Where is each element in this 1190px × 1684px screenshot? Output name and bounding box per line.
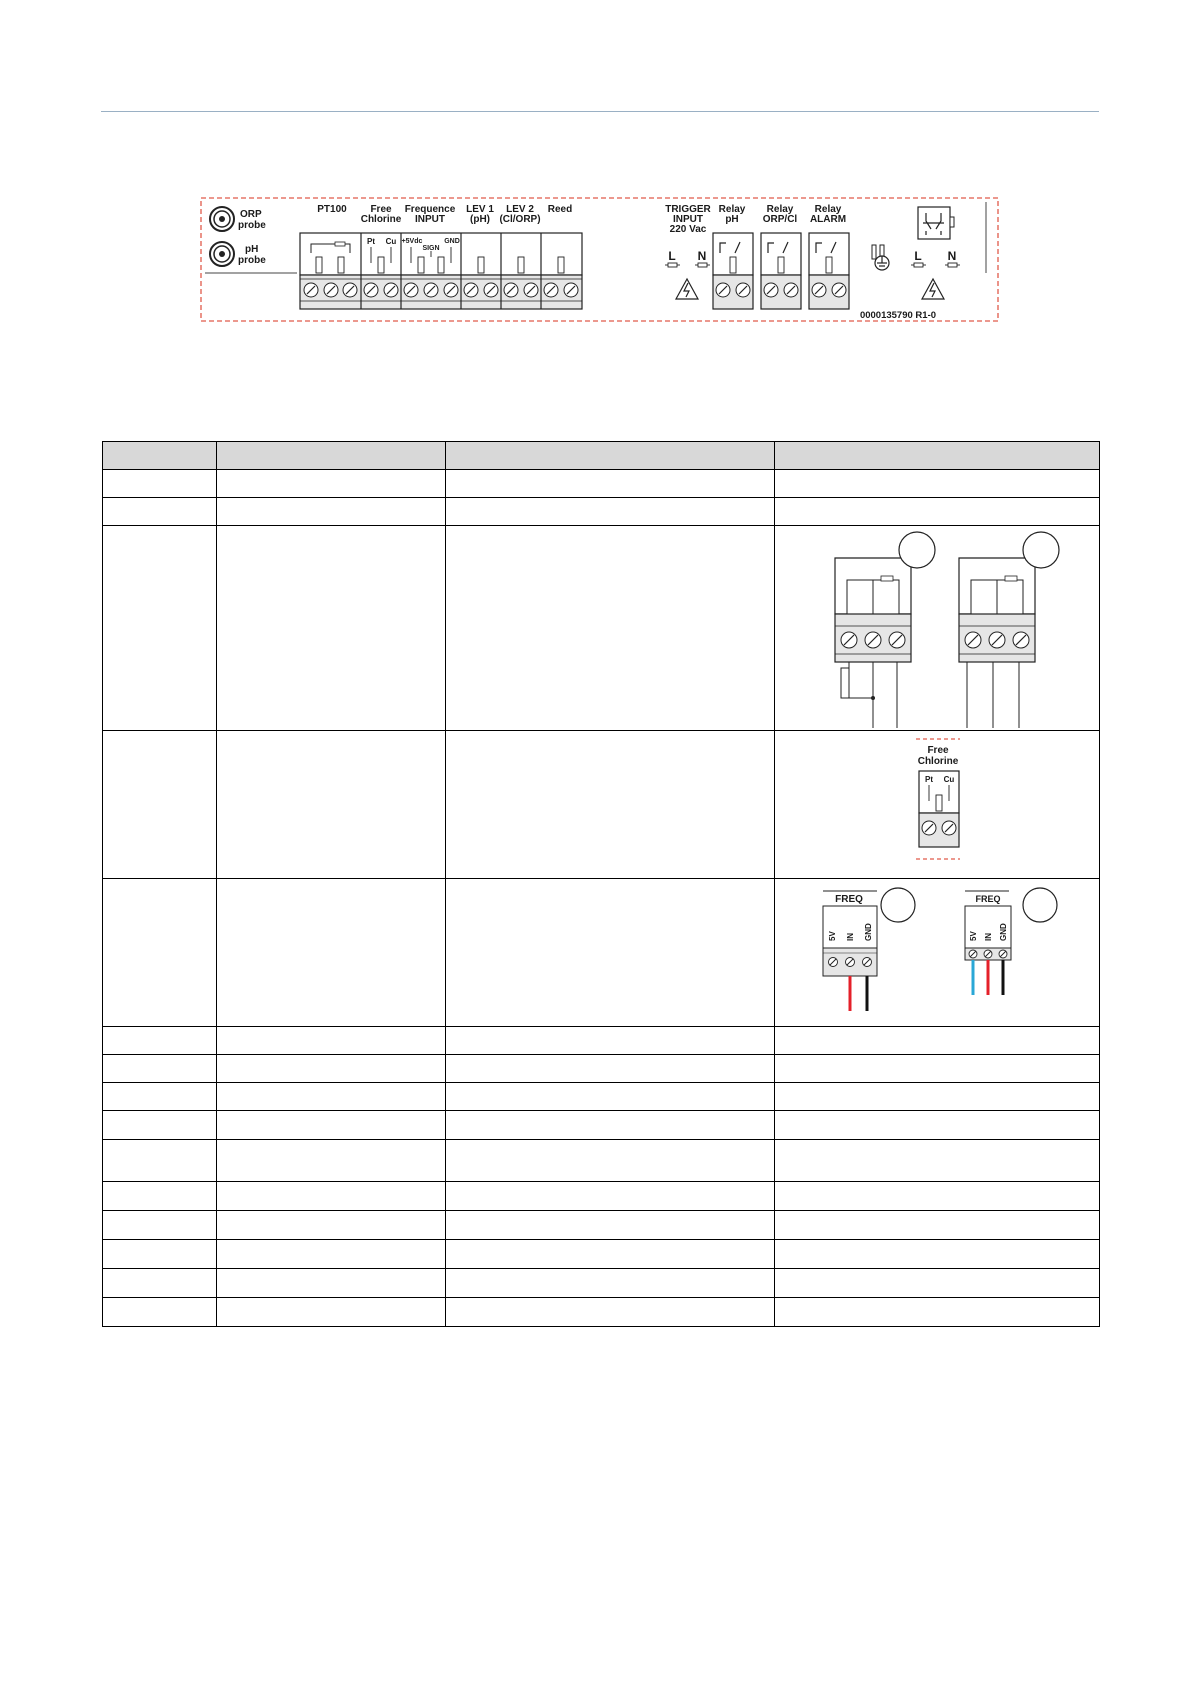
- relay-ph-terminal: [713, 233, 753, 309]
- relay-orp-label-1: Relay: [766, 204, 794, 215]
- table-row: [103, 731, 1100, 879]
- table-row: [103, 1182, 1100, 1211]
- header-cell: [103, 442, 217, 470]
- group-frequence-label-2: INPUT: [415, 214, 445, 225]
- table-row: [103, 1055, 1100, 1083]
- free-chlorine-detail-label-1: Free: [927, 744, 949, 756]
- connections-table: [102, 441, 1100, 1327]
- pt100-wiring-cell: [775, 526, 1100, 731]
- orp-probe-connector: [210, 207, 234, 231]
- free-chlorine-detail-cell: [775, 731, 1100, 879]
- mains-l-label: L: [914, 249, 922, 263]
- freq-pin-gnd-left: GND: [864, 922, 873, 941]
- freq-title-right: FREQ: [975, 893, 1001, 904]
- group-lev2-label-2: (Cl/ORP): [499, 214, 541, 225]
- group-pt100-label: PT100: [317, 204, 347, 215]
- header-rule: [101, 111, 1099, 112]
- freq-pin-in-left: IN: [846, 932, 855, 941]
- table-row: [103, 498, 1100, 526]
- serial-number: 0000135790 R1-0: [859, 310, 937, 321]
- trigger-l-label: L: [668, 249, 676, 263]
- table-row: [103, 879, 1100, 1027]
- relay-alarm-terminal: [809, 233, 849, 309]
- table-row: [103, 1111, 1100, 1140]
- relay-alarm-label-1: Relay: [814, 204, 842, 215]
- header-cell: [775, 442, 1100, 470]
- frequence-5v-label: +5Vdc: [401, 238, 423, 245]
- ph-probe-label-1: pH: [245, 244, 259, 255]
- trigger-n-label: N: [697, 249, 707, 263]
- relay-orp-terminal: [761, 233, 801, 309]
- group-reed-label: Reed: [547, 204, 573, 215]
- trigger-label-2: INPUT: [673, 214, 703, 225]
- freq-pin-gnd-right: GND: [999, 922, 1008, 941]
- relay-ph-label-2: pH: [725, 214, 739, 225]
- group-frequence-label-1: Frequence: [404, 204, 456, 215]
- freq-title-left: FREQ: [835, 893, 863, 905]
- trigger-label-1: TRIGGER: [665, 204, 711, 215]
- connector-panel-diagram: [200, 197, 1000, 323]
- free-chlorine-detail-diagram: [787, 735, 1087, 875]
- orp-probe-label-1: ORP: [240, 209, 262, 220]
- table-row: [103, 1027, 1100, 1055]
- group-freechlorine-label-2: Chlorine: [360, 214, 402, 225]
- header-cell: [446, 442, 775, 470]
- group-lev1-label-2: (pH): [470, 214, 490, 225]
- free-chlorine-detail-pt: Pt: [925, 774, 933, 784]
- frequence-sign-label: SIGN: [422, 245, 440, 252]
- freq-pin-in-right: IN: [984, 932, 993, 941]
- group-freechlorine-label-1: Free: [370, 204, 392, 215]
- ph-probe-connector: [210, 242, 234, 266]
- freechlorine-cu-label: Cu: [385, 237, 397, 246]
- table-row: [103, 470, 1100, 498]
- table-row: [103, 1211, 1100, 1240]
- table-row: [103, 526, 1100, 731]
- orp-probe-label-2: probe: [238, 220, 266, 231]
- freq-wiring-cell: [775, 879, 1100, 1027]
- freq-pin-5v-right: 5V: [969, 930, 978, 941]
- table-row: [103, 1140, 1100, 1182]
- frequence-gnd-label: GND: [444, 238, 460, 245]
- free-chlorine-detail-cu: Cu: [943, 774, 955, 784]
- ph-probe-label-2: probe: [238, 255, 266, 266]
- freq-pin-5v-left: 5V: [828, 930, 837, 941]
- relay-alarm-label-2: ALARM: [809, 214, 847, 225]
- pt100-wiring-diagram: [787, 528, 1087, 728]
- trigger-hazard-icon: [676, 279, 698, 299]
- table-row: [103, 1269, 1100, 1298]
- mains-hazard-icon: [922, 279, 944, 299]
- low-voltage-terminal-block: [300, 233, 582, 309]
- table-row: [103, 1083, 1100, 1111]
- power-switch-icon: [918, 207, 954, 239]
- table-row: [103, 1240, 1100, 1269]
- relay-ph-label-1: Relay: [718, 204, 746, 215]
- table-header-row: [103, 442, 1100, 470]
- trigger-label-3: 220 Vac: [669, 224, 707, 235]
- freq-wiring-diagram: [787, 883, 1087, 1023]
- relay-orp-label-2: ORP/Cl: [762, 214, 798, 225]
- mains-n-label: N: [947, 249, 957, 263]
- ground-icon: [875, 256, 889, 270]
- free-chlorine-detail-label-2: Chlorine: [917, 755, 959, 767]
- group-lev1-label-1: LEV 1: [466, 204, 494, 215]
- freechlorine-pt-label: Pt: [367, 237, 375, 246]
- table-row: [103, 1298, 1100, 1327]
- group-lev2-label-1: LEV 2: [506, 204, 534, 215]
- header-cell: [217, 442, 446, 470]
